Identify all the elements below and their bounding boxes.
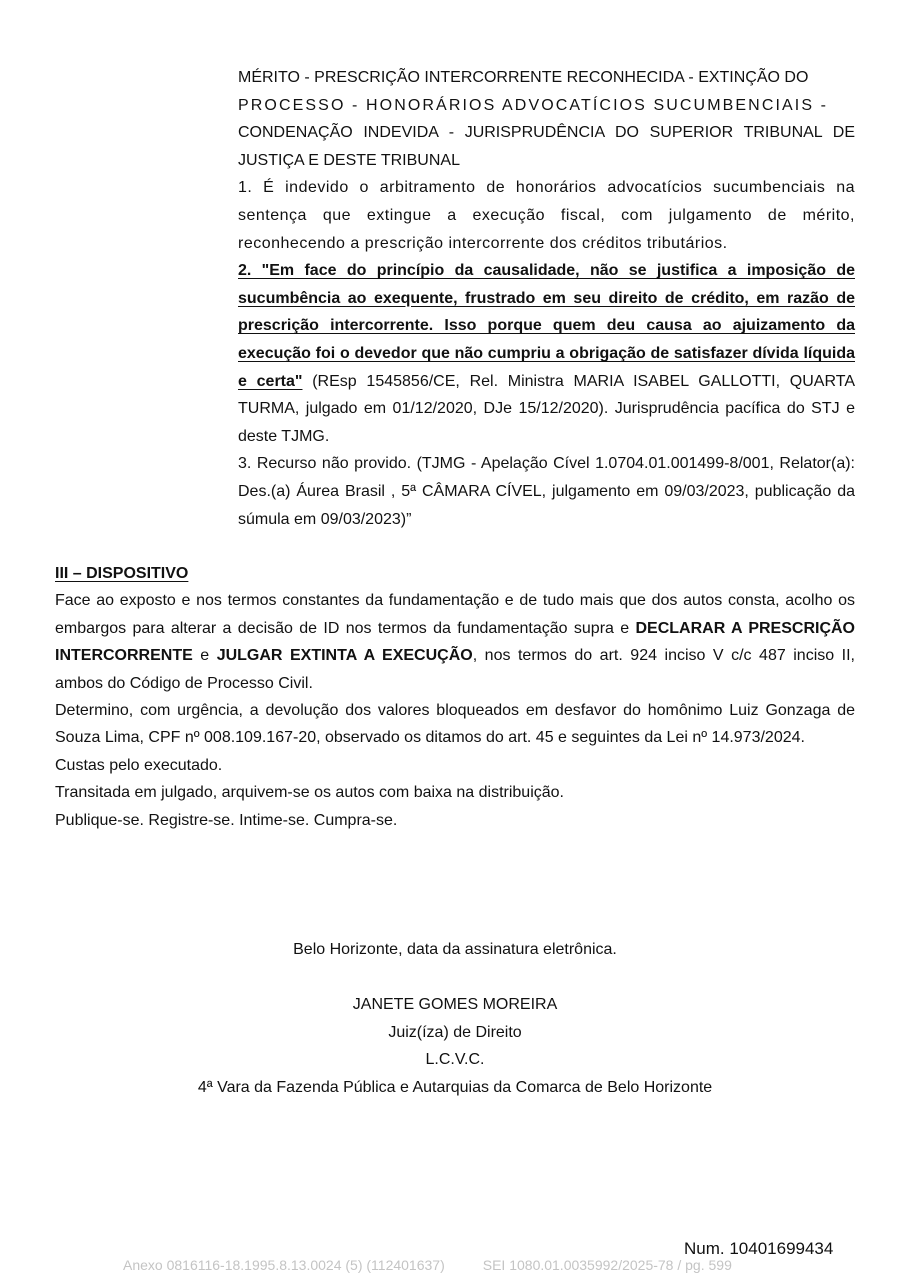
paragraph-1-text-b: e bbox=[192, 647, 217, 665]
dispositivo-paragraph-5: Publique-se. Registre-se. Intime-se. Cumpra-se. bbox=[55, 811, 398, 829]
jurisprudence-quote bbox=[238, 64, 855, 533]
annex-reference: Anexo 0816116-18.1995.8.13.0024 (5) (112401637) bbox=[123, 1257, 445, 1273]
dispositivo-section bbox=[55, 560, 855, 834]
dispositivo-paragraph-4: Transitada em julgado, arquivem-se os autos com baixa na distribuição. bbox=[55, 784, 564, 802]
quote-heading-line-2: PROCESSO - HONORÁRIOS ADVOCATÍCIOS SUCUMBENCIAIS - bbox=[238, 96, 829, 114]
quote-heading-line-3: CONDENAÇÃO INDEVIDA - JURISPRUDÊNCIA DO SUPERIOR TRIBUNAL DE JUSTIÇA E DESTE TRIBUNAL bbox=[238, 124, 855, 169]
judge-name: JANETE GOMES MOREIRA bbox=[352, 996, 558, 1014]
quote-item-3: 3. Recurso não provido. (TJMG - Apelação Cível 1.0704.01.001499-8/001, Relator(a): Des.(a) Áurea Brasil , 5ª CÂMARA CÍVEL, julgamento em 09/03/2023, publicação da súmula em 09/03/2023)” bbox=[238, 455, 855, 528]
dispositivo-paragraph-1 bbox=[55, 587, 855, 697]
footer-references bbox=[123, 1257, 732, 1273]
paragraph-1-judgment: JULGAR EXTINTA A EXECUÇÃO bbox=[216, 647, 473, 665]
court-name: 4ª Vara da Fazenda Pública e Autarquias da Comarca de Belo Horizonte bbox=[197, 1078, 713, 1096]
paragraph-1-text-a: Face ao exposto e nos termos constantes da fundamentação e de tudo mais que dos autos consta, acolho os embargos para alterar a decisão de ID nos termos da fundamentação supra e bbox=[55, 592, 855, 637]
judge-title: Juiz(íza) de Direito bbox=[388, 1023, 522, 1041]
dispositivo-paragraph-2: Determino, com urgência, a devolução dos valores bloqueados em desfavor do homônimo Luiz Gonzaga de Souza Lima, CPF nº 008.109.167-20, observado os ditamos do art. 45 e seguintes da Lei nº 14.973/2024. bbox=[55, 702, 855, 747]
quote-item-1: 1. É indevido o arbitramento de honorários advocatícios sucumbenciais na sentença que extingue a execução fiscal, com julgamento de mérito, reconhecendo a prescrição intercorrente dos créditos tributários. bbox=[238, 179, 855, 252]
quote-heading-line-1: MÉRITO - PRESCRIÇÃO INTERCORRENTE RECONHECIDA - EXTINÇÃO DO bbox=[238, 69, 809, 86]
clerk-initials: L.C.V.C. bbox=[425, 1051, 485, 1069]
quote-item-2 bbox=[238, 257, 855, 450]
quote-heading bbox=[238, 64, 855, 174]
quote-item-2-emphasis: 2. "Em face do princípio da causalidade, não se justifica a imposição de sucumbência ao exequente, frustrado em seu direito de crédito, em razão de prescrição intercorrente. Isso porque quem deu causa ao ajuizamento da execução foi o devedor que não cumpriu a obrigação de satisfazer dívida líquida e certa" bbox=[238, 262, 855, 390]
sei-reference: SEI 1080.01.0035992/2025-78 / pg. 599 bbox=[482, 1257, 732, 1273]
paragraph-1-declaration: DECLARAR A PRESCRIÇÃO INTERCORRENTE bbox=[55, 619, 855, 665]
signature-block bbox=[55, 936, 855, 1102]
place-date: Belo Horizonte, data da assinatura eletrônica. bbox=[293, 941, 617, 958]
paragraph-1-text-c: , nos termos do art. 924 inciso V c/c 487 inciso II, ambos do Código de Processo Civil. bbox=[55, 647, 856, 692]
document-number: Num. 10401699434 bbox=[684, 1239, 834, 1258]
quote-item-2-citation: (REsp 1545856/CE, Rel. Ministra MARIA ISABEL GALLOTTI, QUARTA TURMA, julgado em 01/12/2020, DJe 15/12/2020). Jurisprudência pacífica do STJ e deste TJMG. bbox=[238, 372, 855, 445]
section-heading: III – DISPOSITIVO bbox=[55, 565, 189, 582]
dispositivo-paragraph-3: Custas pelo executado. bbox=[55, 756, 223, 774]
